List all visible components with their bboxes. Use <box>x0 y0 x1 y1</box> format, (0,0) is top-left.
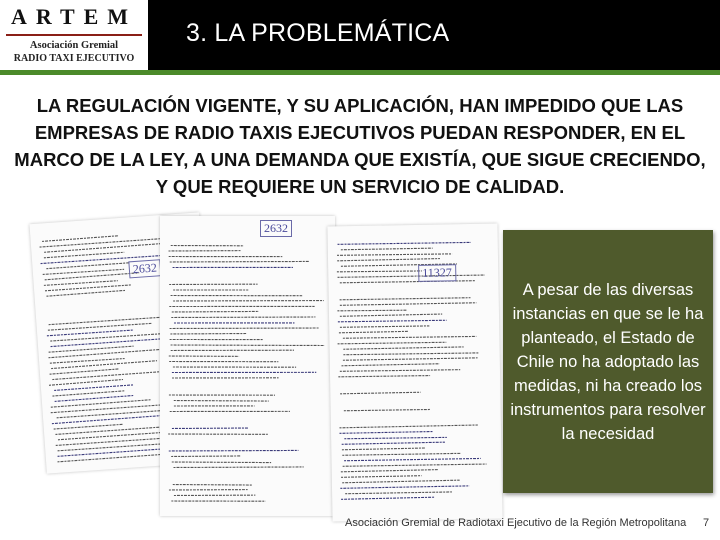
document-text-line <box>50 369 119 374</box>
document-text-line <box>341 470 439 472</box>
document-text-line <box>52 391 125 396</box>
document-text-line <box>340 314 442 316</box>
document-text-line <box>45 285 132 291</box>
document-text-line <box>341 364 439 366</box>
document-text-line <box>172 311 259 312</box>
document-text-line <box>342 442 445 444</box>
logo-divider <box>6 34 142 36</box>
document-text-line <box>173 467 303 468</box>
document-text-line <box>337 253 452 256</box>
document-text-line <box>337 270 422 272</box>
document-text-line <box>340 486 469 488</box>
document-text-line <box>343 464 487 467</box>
document-text-line <box>46 263 129 269</box>
document-text-line <box>42 236 119 242</box>
document-text-line <box>343 347 463 349</box>
document-text-lines <box>160 216 335 516</box>
accent-divider <box>0 70 720 75</box>
document-text-line <box>341 476 422 478</box>
callout-text: A pesar de las diversas instancias en que se le ha planteado, el Estado de Chile no ha adoptado las medidas, ni ha creado los instrumentos para resolver la necesidad <box>510 281 706 443</box>
document-text-line <box>342 448 425 450</box>
document-text-line <box>174 401 269 402</box>
logo-name: ARTEM <box>10 4 138 29</box>
document-text-line <box>171 317 315 318</box>
document-text-line <box>170 261 310 262</box>
document-text-line <box>49 346 134 352</box>
footer-org: Asociación Gremial de Radiotaxi Ejecutivo de la Región Metropolitana <box>345 517 687 529</box>
document-text-line <box>44 252 124 258</box>
document-text-line <box>339 425 477 428</box>
document-text-line <box>342 453 460 455</box>
page-number: 7 <box>703 517 710 529</box>
document-text-line <box>55 396 134 402</box>
document-text-line <box>344 458 481 460</box>
document-text-line <box>340 326 429 328</box>
document-scan-center <box>160 216 335 516</box>
document-text-line <box>338 275 485 278</box>
callout-box <box>503 230 713 493</box>
document-text-line <box>54 385 133 391</box>
document-text-line <box>342 480 459 483</box>
document-text-line <box>343 358 478 360</box>
document-text-line <box>337 310 407 312</box>
logo <box>0 0 148 70</box>
document-text-line <box>169 450 299 451</box>
header-bar <box>0 0 720 70</box>
document-text-line <box>344 409 431 411</box>
slide-title: 3. LA PROBLEMÁTICA <box>186 19 450 47</box>
document-text-line <box>345 492 452 494</box>
document-text-line <box>338 342 447 344</box>
document-text-line <box>340 432 433 434</box>
document-text-line <box>338 375 430 377</box>
document-text-line <box>172 462 271 463</box>
document-text-line <box>344 437 447 439</box>
document-scan-right <box>327 224 502 522</box>
document-text-line <box>54 424 124 429</box>
document-text-line <box>44 280 118 286</box>
document-text-line <box>338 320 447 322</box>
document-text-line <box>340 369 460 372</box>
document-text-line <box>340 392 421 394</box>
document-stamp: 2632 <box>128 259 161 278</box>
document-stamp: 11327 <box>418 264 456 282</box>
document-stamp: 2632 <box>260 220 292 237</box>
document-text-line <box>47 330 134 336</box>
document-text-line <box>44 243 165 252</box>
document-text-line <box>340 303 477 306</box>
document-text-lines <box>327 224 502 522</box>
document-text-line <box>343 352 478 355</box>
document-text-line <box>170 328 319 329</box>
logo-line1: Asociación Gremial <box>29 40 119 51</box>
document-text-line <box>170 333 246 334</box>
logo-line2: RADIO TAXI EJECUTIVO <box>13 53 135 64</box>
document-text-line <box>338 242 471 245</box>
document-text-line <box>40 237 180 247</box>
document-text-line <box>171 456 241 457</box>
document-text-line <box>171 345 325 346</box>
document-text-line <box>49 380 123 386</box>
document-text-line <box>341 248 433 250</box>
document-text-line <box>43 269 124 275</box>
document-text-line <box>46 290 125 296</box>
document-text-line <box>340 298 471 300</box>
document-text-line <box>45 273 140 280</box>
document-text-line <box>50 358 125 364</box>
intro-paragraph: LA REGULACIÓN VIGENTE, Y SU APLICACIÓN, HAN IMPEDIDO QUE LAS EMPRESAS DE RADIO TAXIS EJECUTIVOS PUEDAN RESPONDER, EN EL MARCO DE LA LEY, A UNA DEMANDA QUE EXISTÍA, QUE SIGUE CRECIENDO, Y QUE REQUIERE UN SERVICIO DE CALIDAD. <box>14 95 706 197</box>
document-text-line <box>341 497 434 499</box>
document-text-line <box>337 259 440 261</box>
document-text-line <box>343 336 476 339</box>
document-text-line <box>339 331 408 332</box>
document-text-line <box>173 485 252 486</box>
